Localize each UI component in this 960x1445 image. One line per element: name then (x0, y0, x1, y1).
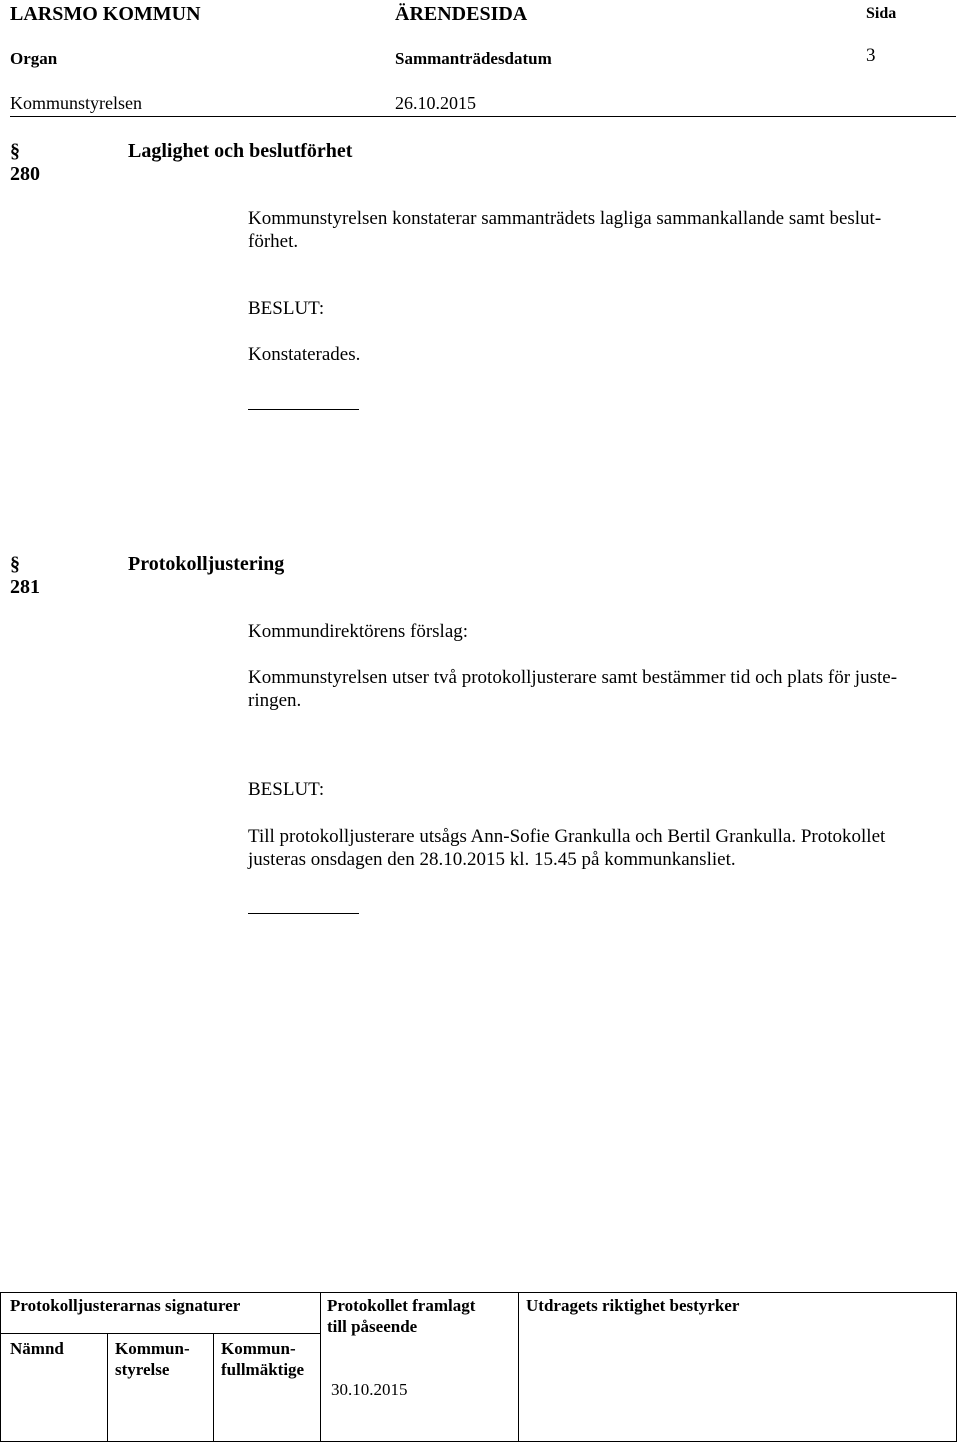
section-title: Protokolljustering (128, 553, 285, 575)
footer-border-right (956, 1292, 957, 1442)
meeting-date: 26.10.2015 (395, 93, 476, 113)
footer-inner-rule (0, 1333, 320, 1334)
body-line: förhet. (248, 231, 299, 252)
kommunfullmaktige-label-line: fullmäktige (221, 1360, 305, 1379)
footer-col-divider (107, 1333, 108, 1442)
decision-line: justeras onsdagen den 28.10.2015 kl. 15.45 på kommunkansliet. (248, 849, 736, 870)
body-line: ringen. (248, 690, 302, 711)
proposal-label: Kommundirektörens förslag: (248, 621, 469, 642)
kommunstyrelse-label-line: styrelse (115, 1360, 170, 1379)
section-number: § 281 (10, 553, 40, 598)
section-end-rule (248, 913, 359, 914)
footer-col-divider (518, 1292, 519, 1442)
section-body (248, 666, 950, 712)
decision-label: BESLUT: (248, 779, 325, 800)
signatures-label: Protokolljusterarnas signaturer (10, 1296, 241, 1315)
kommunfullmaktige-label (221, 1338, 304, 1380)
footer-top-rule (0, 1292, 957, 1293)
decision-text (248, 825, 950, 871)
organ-value: Kommunstyrelsen (10, 93, 142, 113)
decision-text: Konstaterades. (248, 344, 361, 365)
section-title: Laglighet och beslutförhet (128, 140, 353, 162)
published-label-line: Protokollet framlagt (327, 1296, 476, 1315)
header-rule (10, 116, 956, 117)
body-line: Kommunstyrelsen utser två protokolljusterare samt bestämmer tid och plats för juste- (248, 667, 898, 688)
section-body (248, 207, 950, 253)
page-label: Sida (866, 5, 897, 22)
decision-label: BESLUT: (248, 298, 325, 319)
organ-label: Organ (10, 49, 58, 68)
section-end-rule (248, 409, 359, 410)
section-number: § 280 (10, 140, 40, 185)
certify-label: Utdragets riktighet bestyrker (526, 1296, 740, 1315)
footer-col-divider (213, 1333, 214, 1442)
page-number: 3 (866, 45, 876, 66)
footer-bottom-rule (0, 1441, 957, 1442)
footer-border-left (0, 1292, 1, 1442)
published-label-line: till påseende (327, 1317, 418, 1336)
published-label (327, 1295, 475, 1337)
footer-col-divider (320, 1292, 321, 1442)
published-date: 30.10.2015 (331, 1380, 408, 1399)
document-type: ÄRENDESIDA (395, 3, 528, 25)
body-line: Kommunstyrelsen konstaterar sammanträdets lagliga sammankallande samt beslut- (248, 208, 882, 229)
namnd-label: Nämnd (10, 1339, 64, 1358)
kommunfullmaktige-label-line: Kommun- (221, 1339, 296, 1358)
date-label: Sammanträdesdatum (395, 49, 552, 68)
kommunstyrelse-label (115, 1338, 190, 1380)
kommunstyrelse-label-line: Kommun- (115, 1339, 190, 1358)
decision-line: Till protokolljusterare utsågs Ann-Sofie Grankulla och Bertil Grankulla. Protokollet (248, 826, 886, 847)
municipality-name: LARSMO KOMMUN (10, 3, 201, 25)
